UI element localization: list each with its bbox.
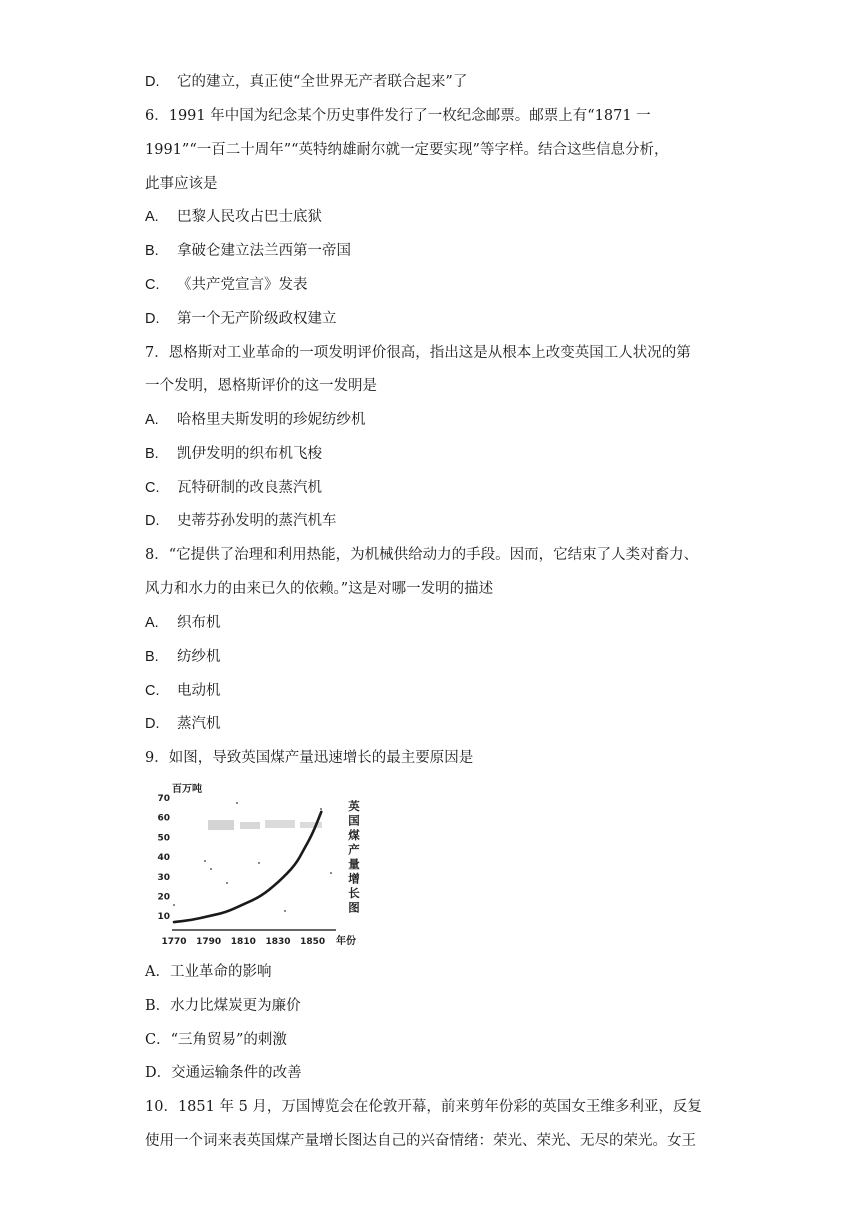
q6-option-a-text: 巴黎人民攻占巴士底狱	[177, 209, 322, 225]
scan-noise-dot	[284, 910, 286, 912]
q7-stem-line1: 7．恩格斯对工业革命的一项发明评价很高，指出这是从根本上改变英国工人状况的第	[145, 345, 691, 361]
y-tick-label: 30	[157, 872, 170, 883]
q10-stem-line1: 10．1851 年 5 月，万国博览会在伦敦开幕，前来剪年份彩的英国女王维多利亚，反复	[145, 1099, 702, 1115]
q6-option-c-text: 《共产党宣言》发表	[177, 277, 308, 293]
x-tick-label: 1830	[265, 937, 291, 947]
y-tick-label: 70	[157, 794, 170, 804]
scan-noise-dot	[236, 802, 238, 804]
q8-option-b	[145, 647, 221, 667]
scan-noise-dot	[320, 808, 322, 810]
q8-option-b-text: 纺纱机	[177, 649, 221, 665]
q7-option-b-letter: B.	[145, 446, 159, 462]
q5-option-d-letter: D.	[145, 74, 160, 90]
q8-option-c-text: 电动机	[177, 683, 221, 699]
scan-noise-dot	[258, 862, 260, 864]
chart-title-char: 国	[348, 813, 360, 828]
x-axis-label: 年份	[336, 936, 356, 947]
q8-option-b-letter: B.	[145, 649, 159, 665]
scan-noise-patch	[265, 820, 295, 828]
q5-option-d	[145, 72, 467, 92]
q8-option-a-text: 织布机	[177, 615, 221, 631]
y-tick-label: 50	[157, 833, 170, 844]
chart-title-char: 增	[348, 871, 360, 886]
q9-stem: 9．如图，导致英国煤产量迅速增长的最主要原因是	[145, 750, 474, 766]
q8-stem-line1: 8．“它提供了治理和利用热能，为机械供给动力的手段。因而，它结束了人类对畜力、	[145, 547, 699, 563]
chart-title	[348, 799, 360, 915]
coal-output-chart-svg	[140, 772, 370, 952]
q6-stem-line1: 6．1991 年中国为纪念某个历史事件发行了一枚纪念邮票。邮票上有“1871 一	[145, 108, 651, 124]
q7-option-d-letter: D.	[145, 513, 160, 529]
q7-stem-line2: 一个发明，恩格斯评价的这一发明是	[145, 378, 377, 394]
y-axis	[157, 794, 170, 922]
q7-option-c-text: 瓦特研制的改良蒸汽机	[177, 480, 322, 496]
q8-option-d-text: 蒸汽机	[177, 716, 221, 732]
q9-option-d: D．交通运输条件的改善	[145, 1065, 302, 1081]
chart-title-char: 煤	[348, 828, 360, 842]
q5-option-d-text: 它的建立，真正使“全世界无产者联合起来”了	[177, 74, 468, 90]
q8-option-a	[145, 613, 221, 633]
y-tick-label: 20	[157, 892, 170, 903]
q7-option-c-letter: C.	[145, 480, 160, 496]
q6-option-d-text: 第一个无产阶级政权建立	[177, 311, 337, 327]
q10-stem-line2: 使用一个词来表英国煤产量增长图达自己的兴奋情绪：荣光、荣光、无尽的荣光。女王	[145, 1133, 696, 1149]
scan-noise-patch	[208, 820, 234, 830]
scan-noise-dot	[226, 882, 228, 884]
q8-option-a-letter: A.	[145, 615, 159, 631]
q7-option-a	[145, 410, 366, 430]
x-tick-label: 1810	[230, 937, 256, 947]
q6-option-c	[145, 275, 308, 295]
scan-noise-dot	[173, 904, 175, 906]
q8-stem-line2: 风力和水力的由来已久的依赖。”这是对哪一发明的描述	[145, 581, 494, 597]
q9-option-b: B．水力比煤炭更为廉价	[145, 998, 301, 1014]
scan-noise-dot	[210, 868, 212, 870]
q6-option-d-letter: D.	[145, 311, 160, 327]
y-tick-label: 60	[157, 813, 170, 824]
q7-option-b-text: 凯伊发明的织布机飞梭	[177, 446, 322, 462]
q7-option-d	[145, 511, 337, 531]
q8-option-d-letter: D.	[145, 716, 160, 732]
q9-option-a: A．工业革命的影响	[145, 964, 272, 980]
q8-option-c	[145, 681, 221, 701]
chart-title-char: 长	[348, 886, 360, 900]
coal-output-chart	[140, 772, 370, 952]
x-axis	[161, 930, 336, 947]
y-tick-label: 10	[157, 912, 170, 923]
q9-option-c: C．“三角贸易”的刺激	[145, 1032, 287, 1048]
q6-option-b-letter: B.	[145, 243, 159, 259]
scan-noise-dot	[330, 872, 332, 874]
q6-option-b	[145, 241, 351, 261]
q6-stem-line3: 此事应该是	[145, 176, 218, 192]
scan-noise-patch	[300, 822, 322, 828]
chart-title-char: 英	[348, 799, 360, 813]
q6-option-b-text: 拿破仑建立法兰西第一帝国	[177, 243, 351, 259]
q7-option-a-text: 哈格里夫斯发明的珍妮纺纱机	[177, 412, 366, 428]
q6-option-a	[145, 207, 322, 227]
scan-noise-dot	[204, 860, 206, 862]
q6-option-d	[145, 309, 337, 329]
q8-option-d	[145, 714, 221, 734]
x-tick-label: 1770	[161, 937, 187, 947]
chart-title-char: 图	[348, 900, 360, 915]
q6-option-a-letter: A.	[145, 209, 159, 225]
x-tick-label: 1850	[300, 937, 326, 947]
y-axis-label: 百万吨	[172, 784, 202, 795]
q6-option-c-letter: C.	[145, 277, 160, 293]
chart-title-char: 产	[348, 842, 360, 857]
q7-option-b	[145, 444, 322, 464]
chart-title-char: 量	[348, 857, 360, 871]
y-tick-label: 40	[157, 853, 170, 864]
scan-noise-patch	[240, 822, 260, 829]
q8-option-c-letter: C.	[145, 683, 160, 699]
q7-option-d-text: 史蒂芬孙发明的蒸汽机车	[177, 513, 337, 529]
q7-option-c	[145, 478, 322, 498]
q7-option-a-letter: A.	[145, 412, 159, 428]
x-tick-label: 1790	[196, 937, 222, 947]
chart-scan-noise	[173, 802, 332, 912]
q6-stem-line2: 1991”“一百二十周年”“英特纳雄耐尔就一定要实现”等字样。结合这些信息分析，	[145, 142, 669, 158]
